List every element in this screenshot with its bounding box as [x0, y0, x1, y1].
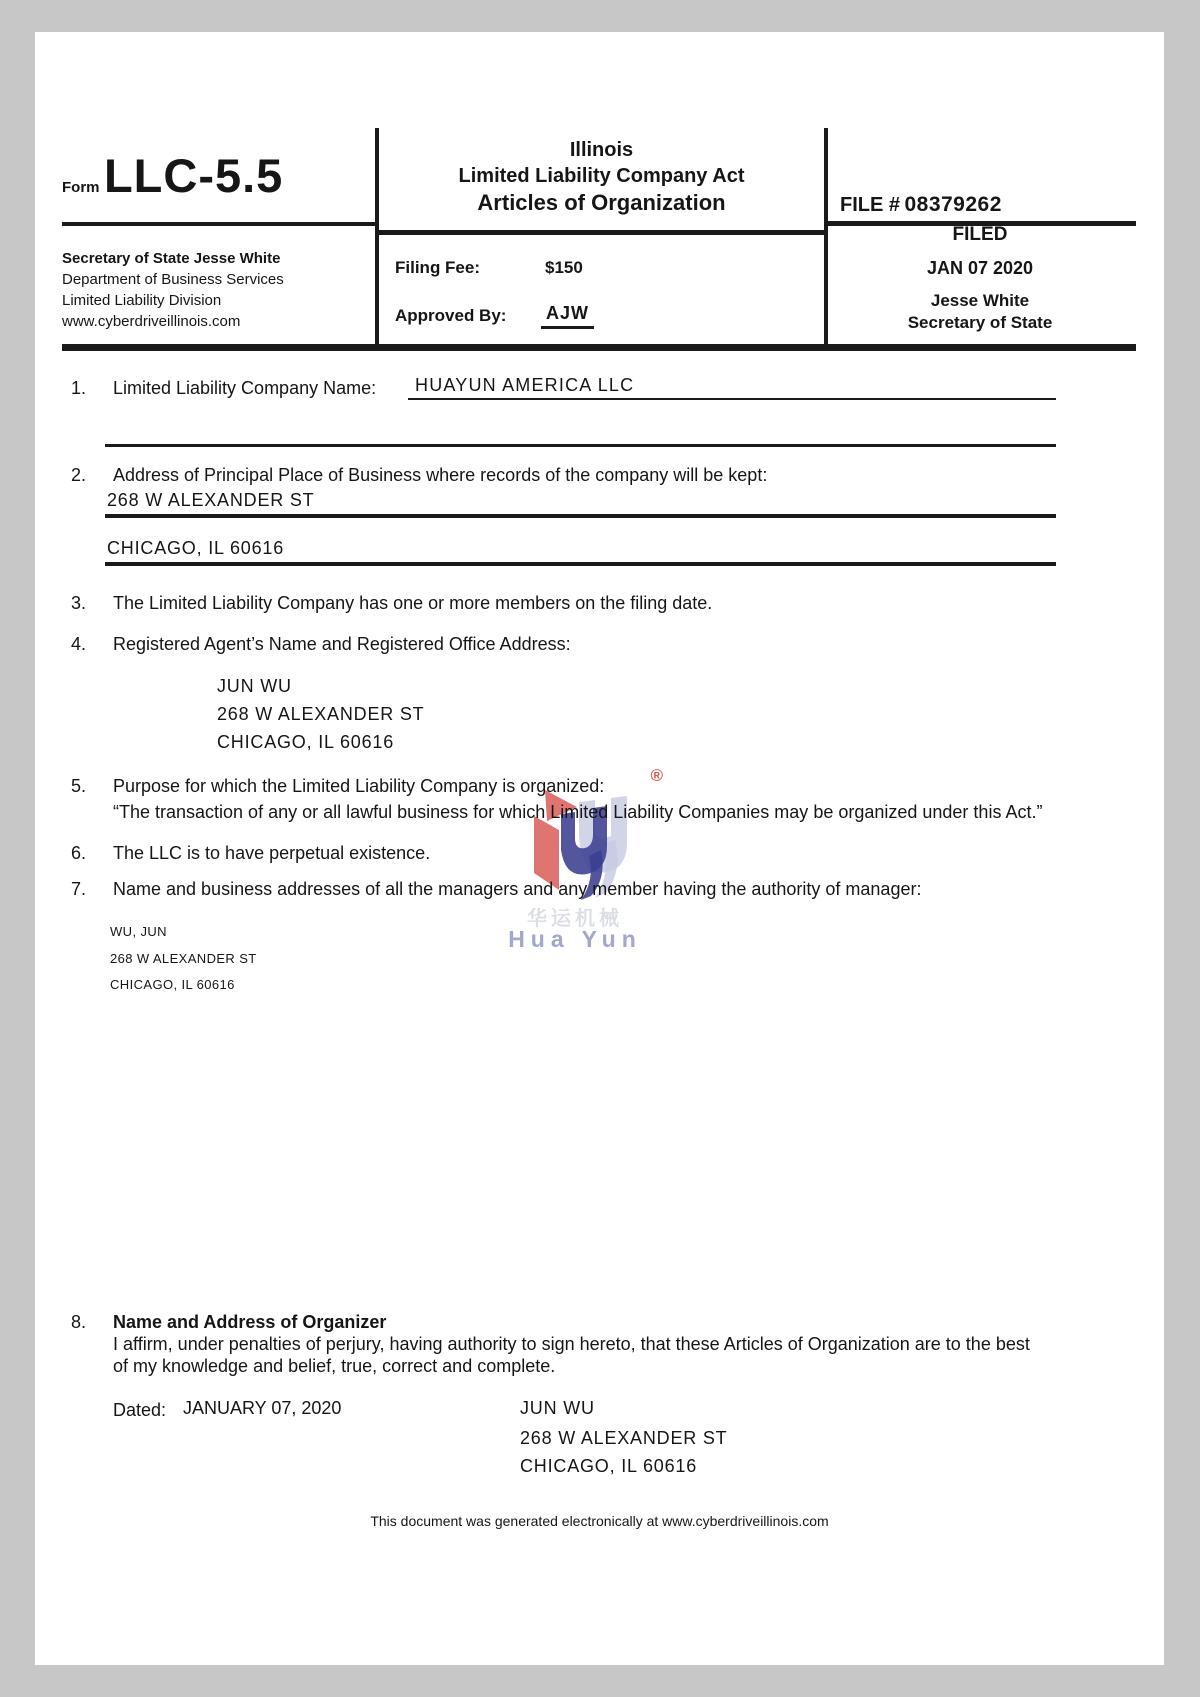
section-1-number: 1.: [71, 378, 87, 398]
section-3-number: 3.: [71, 593, 87, 613]
filed-stamp-date: JAN 07 2020: [926, 258, 1034, 278]
section-7-label: Name and business addresses of all the managers and any member having the authority of manager:: [113, 879, 922, 899]
section-6-text: The LLC is to have perpetual existence.: [113, 843, 431, 863]
agency-line-department: Department of Business Services: [62, 271, 284, 288]
section-2-label: Address of Principal Place of Business where records of the company will be kept:: [113, 465, 768, 485]
document-title: [379, 137, 824, 217]
form-prefix-label: Form: [62, 179, 100, 196]
file-number-label: FILE #: [840, 194, 901, 216]
title-state: Illinois: [569, 139, 634, 161]
section-5-number: 5.: [71, 776, 87, 796]
document-page: [35, 32, 1164, 1665]
form-id-block: [62, 148, 283, 203]
rule-under-form-number: [62, 222, 375, 226]
title-act: Limited Liability Company Act: [458, 165, 745, 187]
section-6-number: 6.: [71, 843, 87, 863]
company-name-underline: [408, 398, 1056, 400]
filing-fee-value: $150: [545, 258, 583, 277]
purpose-statement: “The transaction of any or all lawful business for which Limited Liability Companies may be organized under this Act.”: [113, 802, 1043, 822]
section-3-text: The Limited Liability Company has one or more members on the filing date.: [113, 593, 713, 613]
approved-by-label: Approved By:: [395, 306, 507, 325]
approved-by-initials: AJW: [541, 303, 594, 329]
registered-agent-street: 268 W ALEXANDER ST: [217, 704, 425, 724]
manager-city: CHICAGO, IL 60616: [110, 977, 235, 992]
organizer-city: CHICAGO, IL 60616: [520, 1456, 698, 1476]
electronic-generation-notice: This document was generated electronically at www.cyberdriveillinois.com: [370, 1513, 829, 1529]
watermark-cjk-text: 华运机械: [527, 908, 623, 930]
file-number-value: 08379262: [904, 193, 1002, 216]
principal-address-street: 268 W ALEXANDER ST: [107, 490, 315, 510]
rule-under-title: [379, 230, 824, 235]
affirmation-line-1: I affirm, under penalties of perjury, having authority to sign hereto, that these Articles of Organization are to the best: [113, 1334, 1030, 1354]
principal-address-underline-2: [105, 562, 1056, 566]
affirmation-line-2: of my knowledge and belief, true, correct and complete.: [113, 1356, 556, 1376]
section-4-label: Registered Agent’s Name and Registered Office Address:: [113, 634, 571, 654]
filed-stamp-title: Secretary of State: [907, 313, 1053, 332]
filing-fee-label: Filing Fee:: [395, 258, 480, 277]
section-4-number: 4.: [71, 634, 87, 654]
company-name-underline-2: [105, 444, 1056, 447]
section-2-number: 2.: [71, 465, 87, 485]
file-number-block: [840, 193, 1002, 217]
dated-value: JANUARY 07, 2020: [183, 1398, 342, 1418]
agency-line-website: www.cyberdriveillinois.com: [62, 313, 241, 330]
manager-street: 268 W ALEXANDER ST: [110, 951, 257, 966]
dated-label: Dated:: [113, 1400, 167, 1420]
organizer-street: 268 W ALEXANDER ST: [520, 1428, 728, 1448]
agency-block: [62, 248, 284, 332]
title-articles: Articles of Organization: [477, 190, 726, 215]
section-1-label: Limited Liability Company Name:: [113, 378, 377, 398]
filed-stamp-name: Jesse White: [930, 291, 1030, 310]
organizer-name: JUN WU: [520, 1398, 595, 1418]
filed-stamp-status: FILED: [952, 224, 1008, 245]
agency-line-division: Limited Liability Division: [62, 292, 222, 309]
section-5-label: Purpose for which the Limited Liability Company is organized:: [113, 776, 605, 796]
section-8-label: Name and Address of Organizer: [113, 1312, 387, 1332]
manager-name: WU, JUN: [110, 924, 167, 939]
form-number: LLC-5.5: [103, 149, 284, 202]
registered-trademark-icon: ®: [650, 766, 663, 785]
principal-address-underline-1: [105, 514, 1056, 518]
company-name-value: HUAYUN AMERICA LLC: [415, 375, 635, 395]
watermark-latin-text: Hua Yun: [508, 926, 642, 952]
header-bottom-rule: [62, 344, 1136, 351]
section-7-number: 7.: [71, 879, 87, 899]
agency-line-secretary: Secretary of State Jesse White: [62, 250, 281, 267]
registered-agent-name: JUN WU: [217, 676, 292, 696]
registered-agent-city: CHICAGO, IL 60616: [217, 732, 395, 752]
principal-address-city: CHICAGO, IL 60616: [107, 538, 285, 558]
section-8-number: 8.: [71, 1312, 87, 1332]
